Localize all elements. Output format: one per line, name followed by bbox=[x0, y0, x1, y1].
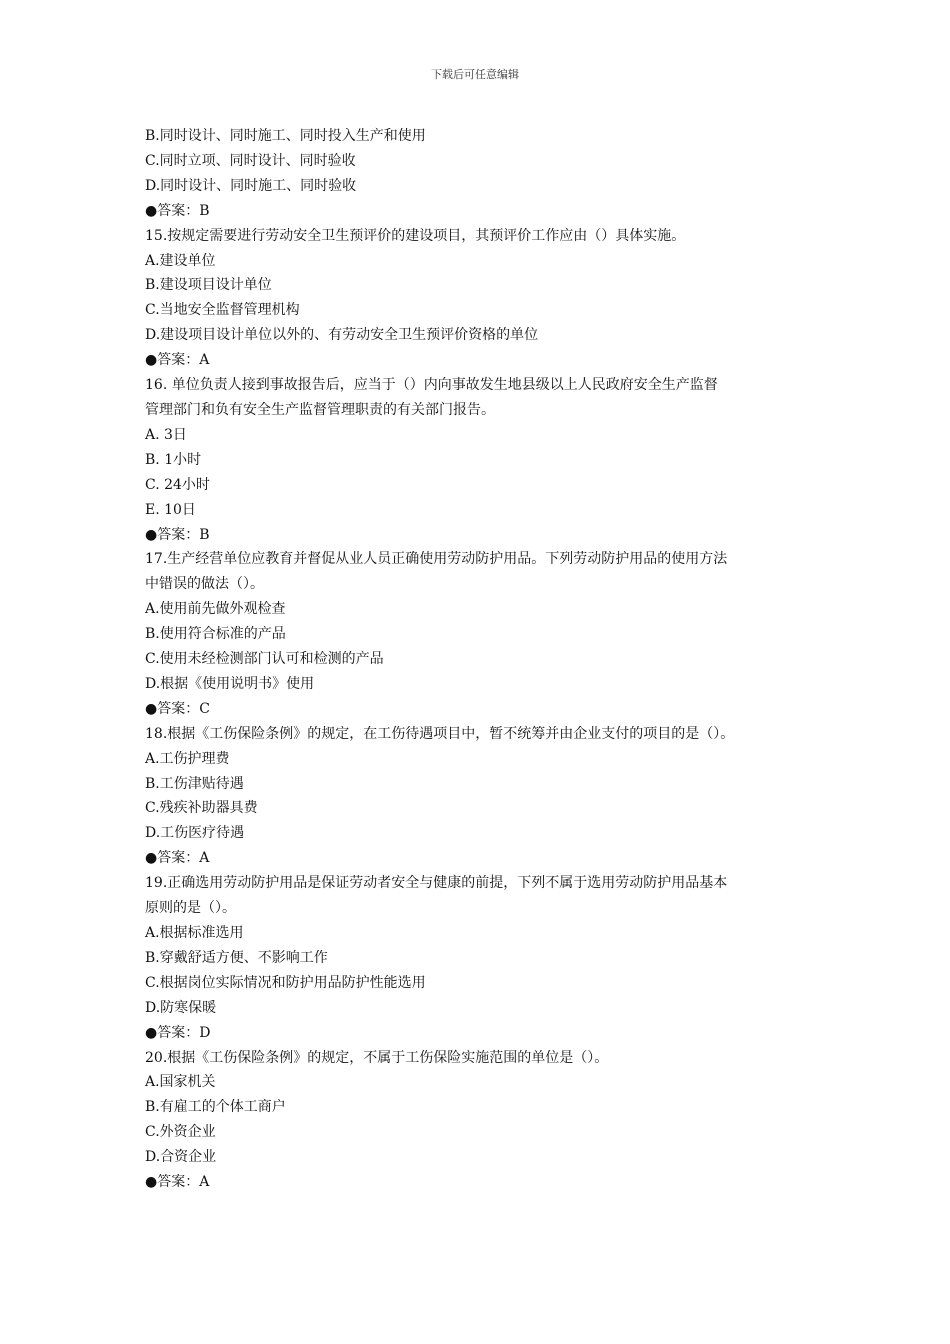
question-line: 17.生产经营单位应教育并督促从业人员正确使用劳动防护用品。下列劳动防护用品的使用方法 bbox=[145, 551, 728, 568]
option-line: B.有雇工的个体工商户 bbox=[145, 1099, 286, 1116]
question-line: 18.根据《工伤保险条例》的规定，在工伤待遇项目中，暂不统筹并由企业支付的项目的是（）。 bbox=[145, 725, 735, 742]
question-line: 20.根据《工伤保险条例》的规定，不属于工伤保险实施范围的单位是（）。 bbox=[145, 1049, 609, 1066]
option-line: C.同时立项、同时设计、同时验收 bbox=[145, 152, 356, 169]
answer-line: ●答案：C bbox=[145, 700, 210, 717]
option-line: D.工伤医疗待遇 bbox=[145, 825, 245, 842]
answer-line: ●答案：B bbox=[145, 202, 210, 219]
option-line: A.工伤护理费 bbox=[145, 750, 230, 767]
question-line: 管理部门和负有安全生产监督管理职责的有关部门报告。 bbox=[145, 401, 495, 418]
option-line: B.使用符合标准的产品 bbox=[145, 626, 286, 643]
option-line: C.当地安全监督管理机构 bbox=[145, 302, 300, 319]
question-line: 原则的是（）。 bbox=[145, 900, 236, 917]
answer-line: ●答案：A bbox=[145, 850, 210, 867]
option-line: C.残疾补助器具费 bbox=[145, 800, 258, 817]
option-line: D.建设项目设计单位以外的、有劳动安全卫生预评价资格的单位 bbox=[145, 327, 539, 344]
option-line: C.使用未经检测部门认可和检测的产品 bbox=[145, 651, 384, 668]
option-line: D.防寒保暖 bbox=[145, 999, 217, 1016]
question-line: 中错误的做法（）。 bbox=[145, 576, 264, 593]
question-line: 16. 单位负责人接到事故报告后，应当于（）内向事故发生地县级以上人民政府安全生产监督 bbox=[145, 377, 718, 394]
answer-line: ●答案：D bbox=[145, 1024, 211, 1041]
question-line: 19.正确选用劳动防护用品是保证劳动者安全与健康的前提，下列不属于选用劳动防护用品基本 bbox=[145, 875, 728, 892]
answer-line: ●答案：A bbox=[145, 352, 210, 369]
option-line: E. 10日 bbox=[145, 501, 196, 518]
option-line: A.国家机关 bbox=[145, 1074, 216, 1091]
option-line: D.根据《使用说明书》使用 bbox=[145, 675, 315, 692]
document-body bbox=[145, 124, 825, 1195]
option-line: C. 24小时 bbox=[145, 476, 210, 493]
option-line: B.建设项目设计单位 bbox=[145, 277, 272, 294]
option-line: A.根据标准选用 bbox=[145, 925, 244, 941]
option-line: D.同时设计、同时施工、同时验收 bbox=[145, 177, 357, 194]
option-line: A.建设单位 bbox=[145, 252, 216, 269]
option-line: B.同时设计、同时施工、同时投入生产和使用 bbox=[145, 128, 426, 144]
option-line: C.根据岗位实际情况和防护用品防护性能选用 bbox=[145, 974, 426, 991]
option-line: A.使用前先做外观检查 bbox=[145, 601, 286, 618]
option-line: C.外资企业 bbox=[145, 1124, 216, 1141]
option-line: B.工伤津贴待遇 bbox=[145, 775, 244, 792]
option-line: D.合资企业 bbox=[145, 1149, 217, 1166]
option-line: B. 1小时 bbox=[145, 451, 202, 468]
answer-line: ●答案：A bbox=[145, 1174, 210, 1191]
page-header: 下载后可任意编辑 bbox=[431, 68, 519, 81]
question-line: 15.按规定需要进行劳动安全卫生预评价的建设项目，其预评价工作应由（）具体实施。 bbox=[145, 227, 686, 244]
answer-line: ●答案：B bbox=[145, 526, 210, 543]
option-line: A. 3日 bbox=[145, 426, 187, 443]
option-line: B.穿戴舒适方便、不影响工作 bbox=[145, 949, 328, 966]
